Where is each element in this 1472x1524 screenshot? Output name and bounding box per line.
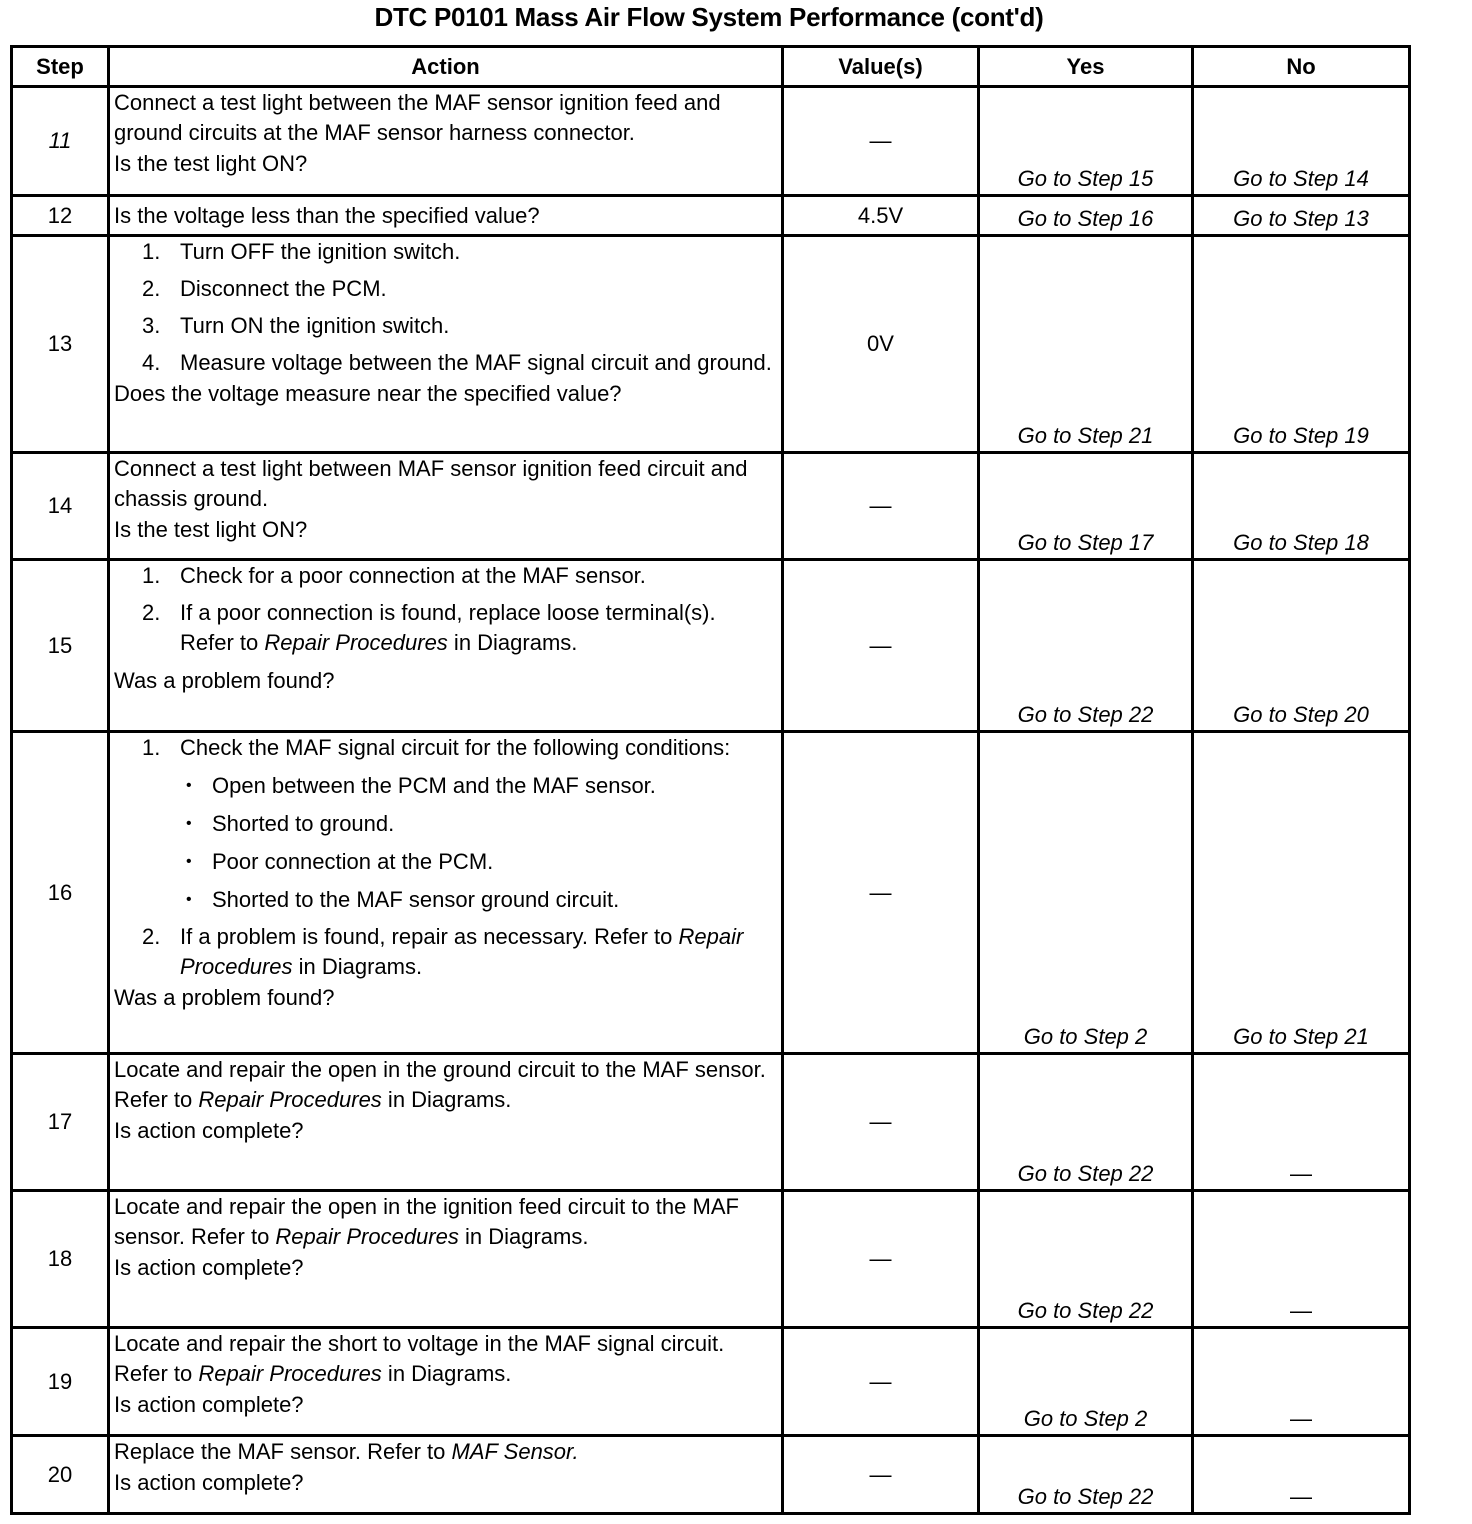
value-cell: — — [783, 1191, 979, 1328]
step-number: 15 — [12, 560, 109, 732]
header-yes: Yes — [979, 47, 1193, 87]
table-row — [12, 236, 1410, 453]
value-cell: — — [783, 560, 979, 732]
table-row — [12, 87, 1410, 196]
bullet-item: • Poor connection at the PCM. — [186, 849, 494, 874]
action-cell — [109, 236, 783, 453]
action-cell — [109, 732, 783, 1054]
value-cell: — — [783, 453, 979, 560]
table-row — [12, 560, 1410, 732]
header-action: Action — [109, 47, 783, 87]
list-item: 4. Measure voltage between the MAF signal circuit and ground. — [142, 350, 772, 375]
action-text: Replace the MAF sensor. Refer to MAF Sensor. — [114, 1439, 579, 1464]
action-question: Is action complete? — [114, 1392, 304, 1417]
list-item: 1. Turn OFF the ignition switch. — [142, 239, 461, 264]
table-row — [12, 1328, 1410, 1436]
yes-cell: Go to Step 17 — [979, 453, 1193, 560]
action-text: Locate and repair the open in the ignition feed circuit to the MAF sensor. Refer to Repair Procedures in Diagrams. — [114, 1194, 739, 1249]
step-number: 17 — [12, 1054, 109, 1191]
table-row — [12, 1436, 1410, 1514]
step-number: 16 — [12, 732, 109, 1054]
yes-cell: Go to Step 22 — [979, 1436, 1193, 1514]
yes-cell: Go to Step 2 — [979, 732, 1193, 1054]
step-number: 18 — [12, 1191, 109, 1328]
header-no: No — [1193, 47, 1410, 87]
action-question: Does the voltage measure near the specified value? — [114, 381, 622, 406]
action-cell — [109, 1054, 783, 1191]
list-item: 1. Check the MAF signal circuit for the following conditions: • Open between the PCM and the MAF sensor. • Shorted to ground. • Poor connection at the PCM. • Shorted to the MAF sensor ground circuit. — [114, 733, 775, 915]
action-question: Was a problem found? — [114, 985, 335, 1010]
yes-cell: Go to Step 16 — [979, 196, 1193, 236]
bullet-item: • Shorted to the MAF sensor ground circuit. — [186, 887, 620, 912]
list-item: 2. Disconnect the PCM. — [142, 276, 387, 301]
action-text: Connect a test light between the MAF sensor ignition feed and ground circuits at the MAF sensor harness connector. — [114, 90, 721, 145]
step-number: 14 — [12, 453, 109, 560]
list-item: 1. Check for a poor connection at the MAF sensor. — [142, 563, 646, 588]
table-row — [12, 1054, 1410, 1191]
no-cell: — — [1193, 1436, 1410, 1514]
yes-cell: Go to Step 22 — [979, 1191, 1193, 1328]
action-text: Locate and repair the open in the ground circuit to the MAF sensor. Refer to Repair Procedures in Diagrams. — [114, 1057, 766, 1112]
page-title: DTC P0101 Mass Air Flow System Performance (cont'd) — [374, 2, 1044, 32]
yes-cell: Go to Step 2 — [979, 1328, 1193, 1436]
table-row — [12, 732, 1410, 1054]
yes-cell: Go to Step 15 — [979, 87, 1193, 196]
table-row — [12, 453, 1410, 560]
no-cell: — — [1193, 1328, 1410, 1436]
action-cell — [109, 1191, 783, 1328]
diagnostic-table — [10, 45, 1411, 1515]
no-cell: Go to Step 20 — [1193, 560, 1410, 732]
step-number: 19 — [12, 1328, 109, 1436]
list-item: 2. If a poor connection is found, replace loose terminal(s). Refer to Repair Procedures in Diagrams. — [142, 600, 716, 655]
action-text: Connect a test light between MAF sensor ignition feed circuit and chassis ground. — [114, 456, 748, 511]
table-row — [12, 1191, 1410, 1328]
step-number: 11 — [12, 87, 109, 196]
yes-cell: Go to Step 21 — [979, 236, 1193, 453]
action-question: Is action complete? — [114, 1255, 304, 1280]
step-number: 12 — [12, 196, 109, 236]
value-cell: — — [783, 1436, 979, 1514]
value-cell: 4.5V — [783, 196, 979, 236]
action-question: Is the voltage less than the specified value? — [114, 202, 540, 228]
action-cell — [109, 560, 783, 732]
action-question: Is the test light ON? — [114, 151, 308, 176]
header-step: Step — [12, 47, 109, 87]
value-cell: — — [783, 1328, 979, 1436]
yes-cell: Go to Step 22 — [979, 1054, 1193, 1191]
no-cell: — — [1193, 1054, 1410, 1191]
header-values: Value(s) — [783, 47, 979, 87]
action-question: Was a problem found? — [114, 668, 335, 693]
no-cell: Go to Step 18 — [1193, 453, 1410, 560]
bullet-item: • Shorted to ground. — [186, 811, 395, 836]
action-cell — [109, 196, 783, 236]
action-cell — [109, 1436, 783, 1514]
no-cell: Go to Step 13 — [1193, 196, 1410, 236]
action-cell — [109, 1328, 783, 1436]
action-cell — [109, 87, 783, 196]
value-cell: — — [783, 1054, 979, 1191]
no-cell: Go to Step 19 — [1193, 236, 1410, 453]
no-cell: Go to Step 14 — [1193, 87, 1410, 196]
step-number: 13 — [12, 236, 109, 453]
action-question: Is the test light ON? — [114, 517, 308, 542]
bullet-item: • Open between the PCM and the MAF sensor. — [186, 773, 656, 798]
value-cell: — — [783, 732, 979, 1054]
no-cell: — — [1193, 1191, 1410, 1328]
step-number: 20 — [12, 1436, 109, 1514]
yes-cell: Go to Step 22 — [979, 560, 1193, 732]
value-cell: — — [783, 87, 979, 196]
action-text: Locate and repair the short to voltage in the MAF signal circuit. Refer to Repair Procedures in Diagrams. — [114, 1331, 725, 1386]
action-cell — [109, 453, 783, 560]
value-cell: 0V — [783, 236, 979, 453]
list-item: 2. If a problem is found, repair as necessary. Refer to Repair Procedures in Diagrams. — [142, 924, 744, 979]
table-row — [12, 196, 1410, 236]
list-item: 3. Turn ON the ignition switch. — [142, 313, 450, 338]
action-question: Is action complete? — [114, 1470, 304, 1495]
no-cell: Go to Step 21 — [1193, 732, 1410, 1054]
table-header-row — [12, 47, 1410, 87]
action-question: Is action complete? — [114, 1118, 304, 1143]
